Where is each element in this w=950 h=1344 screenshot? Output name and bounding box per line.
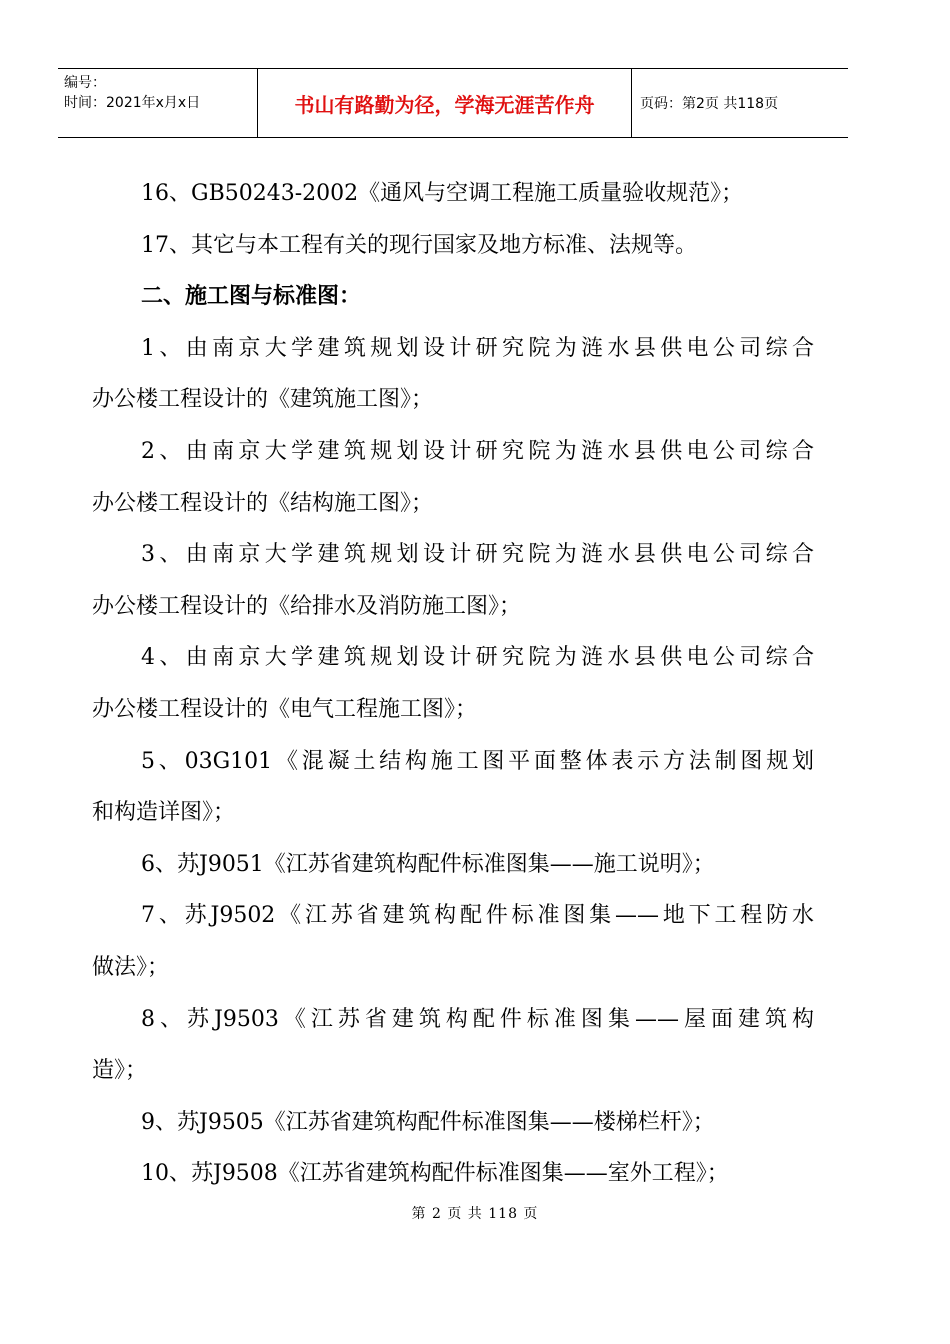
document-number-label: 编号：: [64, 75, 106, 91]
header-motto: 书山有路勤为径，学海无涯苦作舟: [258, 69, 632, 137]
body-line: 和构造详图》；: [92, 800, 236, 826]
document-time: 时间：2021年x月x日: [64, 95, 201, 111]
page-footer: 第 2 页 共 118 页: [411, 1206, 539, 1222]
body-line: 2、由南京大学建筑规划设计研究院为涟水县供电公司综合: [141, 438, 814, 464]
body-line: 造》；: [92, 1058, 148, 1084]
body-line: 3、由南京大学建筑规划设计研究院为涟水县供电公司综合: [141, 542, 814, 568]
body-line: 7、苏J9502《江苏省建筑构配件标准图集——地下工程防水: [141, 903, 814, 929]
body-line: 6、苏J9051《江苏省建筑构配件标准图集——施工说明》；: [141, 851, 715, 877]
page-header: [58, 68, 848, 138]
body-line: 做法》；: [92, 954, 170, 980]
header-page-info: 页码：第2页 共118页: [640, 96, 779, 112]
document-body: [92, 168, 814, 1200]
body-line: 办公楼工程设计的《电气工程施工图》；: [92, 696, 478, 722]
body-line: 办公楼工程设计的《建筑施工图》；: [92, 387, 434, 413]
body-line: 5、03G101《混凝土结构施工图平面整体表示方法制图规划: [141, 748, 814, 774]
body-line: 10、苏J9508《江苏省建筑构配件标准图集——室外工程》；: [141, 1161, 729, 1187]
section-heading: 二、施工图与标准图：: [141, 284, 362, 310]
body-line: 17、其它与本工程有关的现行国家及地方标准、法规等。: [141, 232, 697, 258]
body-line: 1、由南京大学建筑规划设计研究院为涟水县供电公司综合: [141, 335, 814, 361]
body-line: 8、苏J9503《江苏省建筑构配件标准图集——屋面建筑构: [141, 1006, 814, 1032]
header-meta: [58, 69, 258, 137]
body-line: 办公楼工程设计的《结构施工图》；: [92, 490, 434, 516]
body-line: 9、苏J9505《江苏省建筑构配件标准图集——楼梯栏杆》；: [141, 1109, 715, 1135]
body-line: 4、由南京大学建筑规划设计研究院为涟水县供电公司综合: [141, 645, 814, 671]
body-line: 16、GB50243-2002《通风与空调工程施工质量验收规范》；: [141, 181, 744, 206]
body-line: 办公楼工程设计的《给排水及消防施工图》；: [92, 593, 522, 619]
